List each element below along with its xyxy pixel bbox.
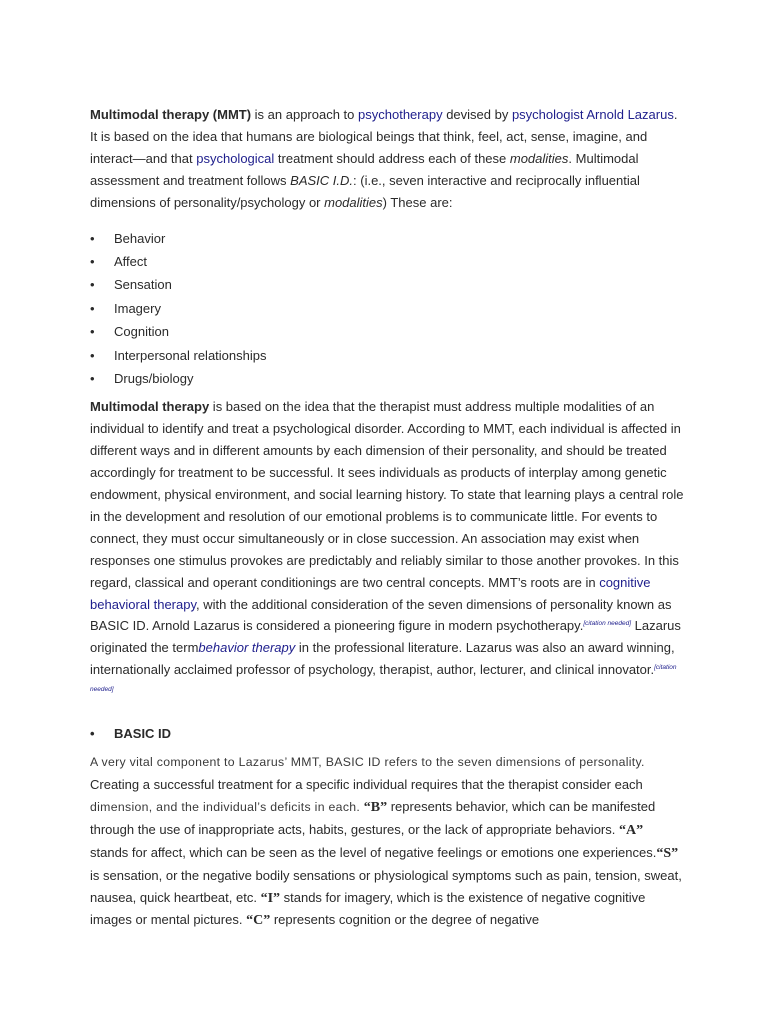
bullet: • — [90, 370, 95, 386]
bullet: • — [90, 230, 95, 246]
modalities-list — [90, 227, 685, 391]
link-psychological[interactable]: psychological — [196, 150, 275, 166]
letter-a: “A” — [618, 822, 644, 838]
list-item-label: Affect — [114, 253, 148, 269]
link-label: behavior therapy — [198, 640, 296, 656]
link-behavior-therapy[interactable] — [198, 640, 295, 655]
article-body — [90, 104, 685, 932]
text-run: Lazarus originated the term — [90, 618, 681, 656]
multimodal-therapy-term: Multimodal therapy — [90, 399, 210, 415]
letter-c: “C” — [246, 913, 271, 929]
list-item — [90, 320, 685, 343]
text-run: dimension, and the individual’s deficits in each. — [90, 799, 361, 814]
section-heading-basic-id — [90, 723, 685, 745]
text-run: Creating a successful treatment for a specific individual requires that the therapist consider each — [90, 776, 643, 792]
text-run: in the professional literature. Lazarus was also an award winning, internationally acclaimed professor of psychology, therapist, author, lecturer, and clinical innovator. — [90, 640, 675, 678]
text-run: MMT’s roots are in — [488, 574, 600, 590]
text-run: : (i.e., seven interactive and reciprocally influential dimensions of personality/psychology or — [90, 172, 640, 210]
text-run: represents behavior, which can be manifested through the use of inappropriate acts, habits, gestures, or the lack of appropriate behaviors. — [90, 798, 656, 837]
list-item-label: Imagery — [114, 300, 161, 316]
description-paragraph — [90, 396, 685, 703]
text-run: A very vital component to Lazarus’ MMT, BASIC ID refers to the seven dimensions of personality. — [90, 755, 645, 770]
basic-id-paragraph — [90, 751, 685, 932]
bullet: • — [90, 277, 95, 293]
list-item-label: Interpersonal relationships — [114, 347, 267, 363]
list-item — [90, 227, 685, 250]
intro-paragraph — [90, 104, 685, 214]
text-run: , with the additional consideration of the seven dimensions of personality known as BASIC ID. Arnold Lazarus is considered a pioneering figure in modern psychotherapy. — [90, 596, 672, 634]
bullet: • — [90, 324, 95, 340]
text-run: . It is based on the idea that humans are biological beings that think, feel, act, sense, imagine, and interact—and that — [90, 107, 678, 166]
bullet: • — [90, 253, 95, 269]
link-cognitive-behavioral-therapy[interactable]: cognitive behavioral therapy — [90, 574, 651, 612]
text-run: stands for affect, which can be seen as the level of negative feelings or emotions one experiences. — [90, 844, 657, 860]
list-item-label: Drugs/biology — [114, 370, 194, 386]
basic-id-term: BASIC I.D. — [290, 172, 354, 188]
list-item-label: Behavior — [114, 230, 166, 246]
citation-needed[interactable]: [citation needed] — [583, 620, 632, 628]
link-psychologist-arnold-lazarus[interactable]: psychologist Arnold Lazarus — [511, 107, 674, 122]
heading-label: BASIC ID — [114, 726, 172, 742]
modalities-term: modalities — [509, 150, 569, 166]
list-item — [90, 297, 685, 320]
text-run: is sensation, or the negative bodily sensations or physiological symptoms such as pain, tension, sweat, nausea, quick heartbeat, etc. — [90, 867, 682, 905]
mmt-term: Multimodal therapy (MMT) — [90, 107, 252, 122]
list-item — [90, 273, 685, 296]
text-run: stands for imagery, which is the existence of negative cognitive images or mental pictures. — [90, 889, 646, 928]
text-run: represents cognition or the degree of negative — [270, 912, 540, 928]
text-run: treatment should address each of these — [274, 150, 510, 166]
text-run: is an approach to — [251, 107, 359, 122]
letter-b: “B” — [363, 799, 388, 815]
list-item-label: Sensation — [114, 277, 172, 293]
list-item — [90, 250, 685, 273]
citation-needed[interactable]: [citation needed] — [90, 664, 677, 694]
modalities-term: modalities — [324, 194, 383, 210]
list-item — [90, 344, 685, 367]
list-item-label: Cognition — [114, 324, 169, 340]
letter-s: “S” — [656, 845, 679, 861]
bullet: • — [90, 300, 95, 316]
text-run: devised by — [442, 107, 512, 122]
text-run: . Multimodal assessment and treatment follows — [90, 150, 639, 188]
link-psychotherapy[interactable]: psychotherapy — [358, 107, 443, 122]
text-run: is based on the idea that the therapist must address multiple modalities of an individual to identify and treat a psychological disorder. According to MMT, each individual is affected in different ways and in different amounts by each dimension of their personality, and should be treated accordingly for treatment to be successful. It sees individuals as products of interplay among genetic endowment, physical environment, and social learning history. To state that learning plays a central role in the development and resolution of our emotional problems is to communicate little. For events to connect, they must occur simultaneously or in close succession. An association may exist when responses one stimulus provokes are predictably and reliably similar to those another provokes. In this regard, classical and operant conditionings are two central concepts. — [90, 399, 684, 590]
list-item — [90, 367, 685, 390]
bullet: • — [90, 726, 95, 742]
bullet: • — [90, 347, 95, 363]
letter-i: “I” — [260, 890, 281, 906]
text-run: ) These are: — [382, 194, 453, 210]
